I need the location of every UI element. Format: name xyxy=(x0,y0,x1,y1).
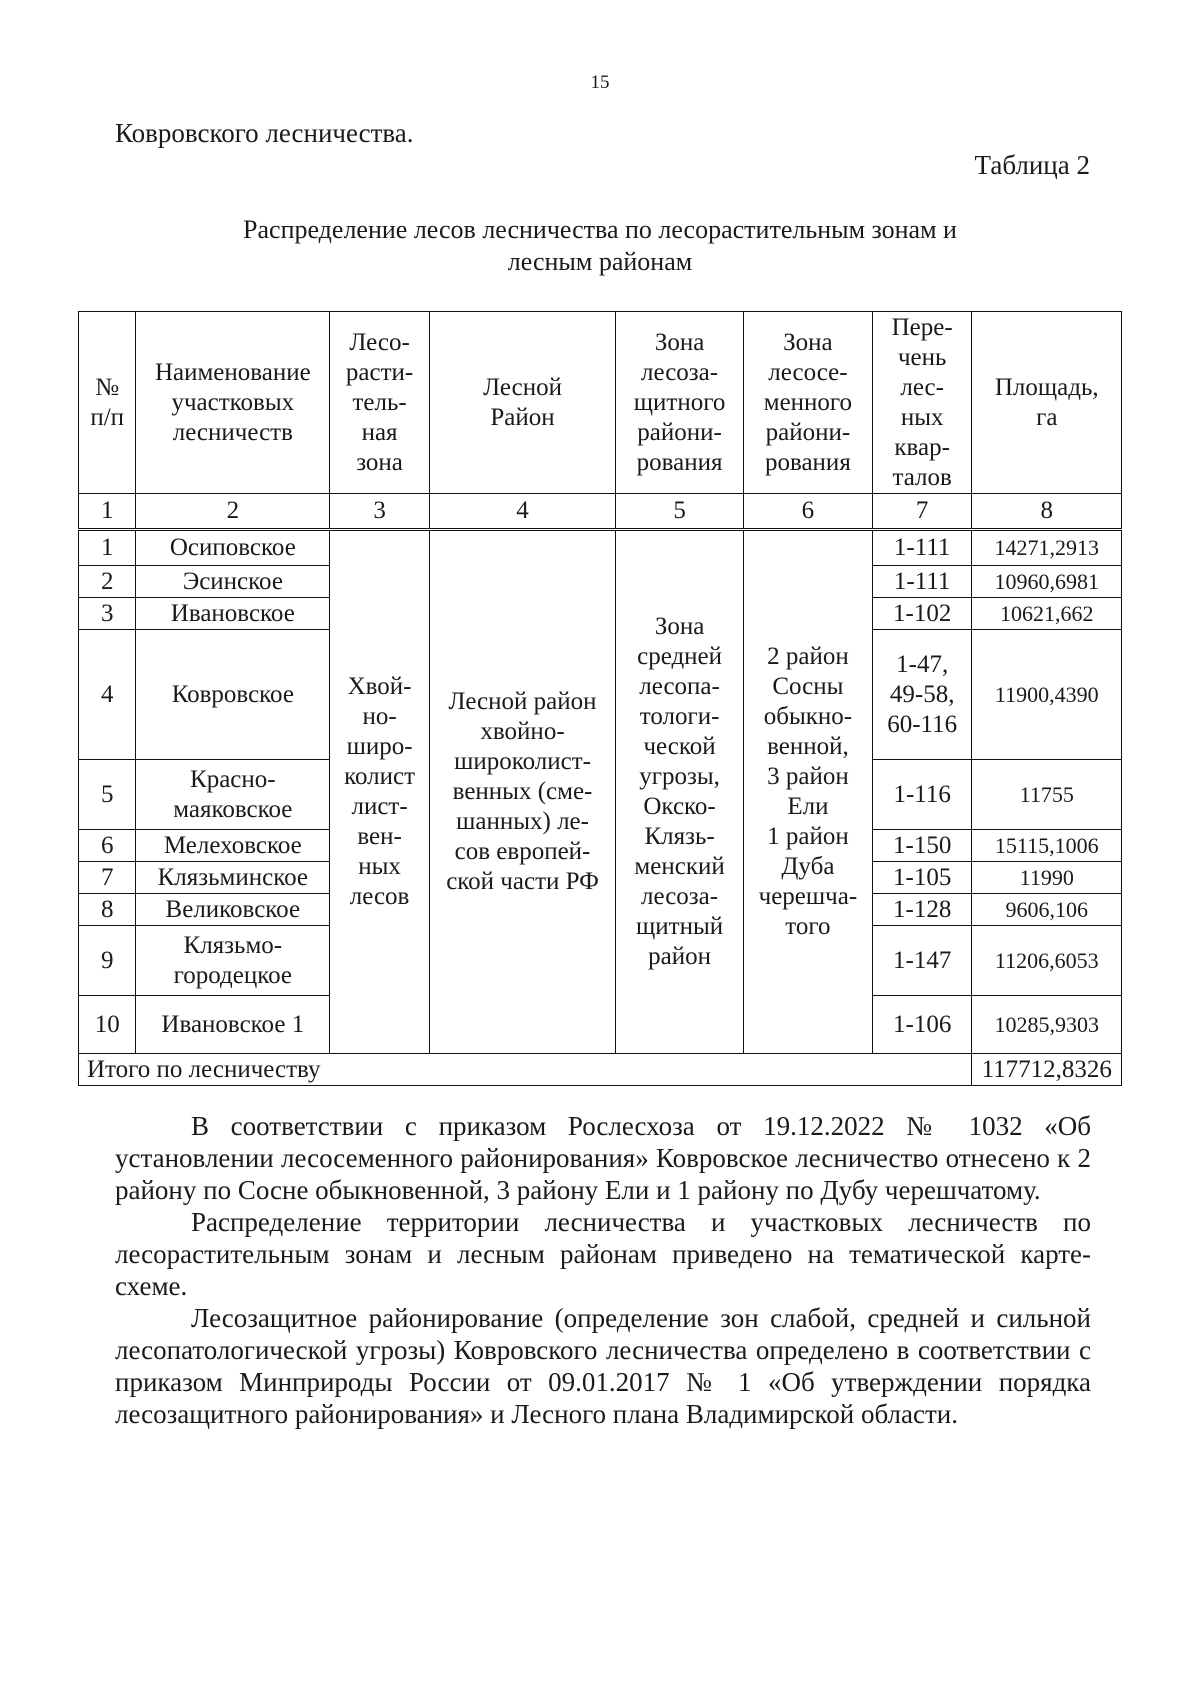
quarters: 1-147 xyxy=(872,926,972,996)
forestry-name: Красно- маяковское xyxy=(136,760,330,830)
table-title-line-1: Распределение лесов лесничества по лесорастительным зонам и xyxy=(243,215,957,244)
header-cell: Пере- чень лес- ных квар- талов xyxy=(872,312,972,494)
forestry-name: Ивановское 1 xyxy=(136,996,330,1054)
forestry-name: Клязьмо- городецкое xyxy=(136,926,330,996)
quarters: 1-128 xyxy=(872,894,972,926)
quarters: 1-111 xyxy=(872,566,972,598)
table-row xyxy=(79,530,1122,566)
header-cell: № п/п xyxy=(79,312,136,494)
lead-line: Ковровского лесничества. xyxy=(115,118,414,148)
forest-district: Лесной район хвойно- широколист- венных (сме- шанных) ле- сов европей- ской части РФ xyxy=(429,530,615,1054)
header-cell: Наименование участковых лесничеств xyxy=(136,312,330,494)
quarters: 1-116 xyxy=(872,760,972,830)
paragraph: Лесозащитное районирование (определение зон слабой, средней и сильной лесопатологической угрозы) Ковровского лесничества определено в соответствии с приказом Минприроды России от 09.01.2017 № 1 «Об утверждении порядка лесозащитного районирования» и Лесного плана Владимирской области. xyxy=(115,1303,1091,1429)
page-number: 15 xyxy=(590,72,610,93)
header-row xyxy=(79,312,1122,494)
row-number: 9 xyxy=(79,926,136,996)
body-text xyxy=(115,1110,1091,1430)
area: 11900,4390 xyxy=(972,630,1122,760)
forest-growing-zone: Хвой- но- широ- колист лист- вен- ных лесов xyxy=(330,530,430,1054)
header-cell: Площадь, га xyxy=(972,312,1122,494)
quarters: 1-47, 49-58, 60-116 xyxy=(872,630,972,760)
forestry-name: Клязьминское xyxy=(136,862,330,894)
row-number: 2 xyxy=(79,566,136,598)
total-label: Итого по лесничеству xyxy=(79,1054,972,1086)
quarters: 1-102 xyxy=(872,598,972,630)
column-number-row xyxy=(79,494,1122,530)
row-number: 5 xyxy=(79,760,136,830)
area: 9606,106 xyxy=(972,894,1122,926)
column-number: 2 xyxy=(136,494,330,530)
quarters: 1-106 xyxy=(872,996,972,1054)
area: 10285,9303 xyxy=(972,996,1122,1054)
area: 11990 xyxy=(972,862,1122,894)
paragraph: Распределение территории лесничества и участковых лесничеств по лесорастительным зонам и лесным районам приведено на тематической карте-схеме. xyxy=(115,1207,1091,1301)
column-number: 6 xyxy=(743,494,872,530)
row-number: 10 xyxy=(79,996,136,1054)
table-title-line-2: лесным районам xyxy=(507,247,693,276)
table-label: Таблица 2 xyxy=(974,150,1090,180)
quarters: 1-111 xyxy=(872,530,972,566)
area: 15115,1006 xyxy=(972,830,1122,862)
forestry-name: Эсинское xyxy=(136,566,330,598)
forestry-name: Великовское xyxy=(136,894,330,926)
row-number: 7 xyxy=(79,862,136,894)
header-cell: Лесной Район xyxy=(429,312,615,494)
row-number: 1 xyxy=(79,530,136,566)
area: 10621,662 xyxy=(972,598,1122,630)
quarters: 1-105 xyxy=(872,862,972,894)
column-number: 8 xyxy=(972,494,1122,530)
header-cell: Зона лесосе- менного райони- рования xyxy=(743,312,872,494)
row-number: 8 xyxy=(79,894,136,926)
area: 11206,6053 xyxy=(972,926,1122,996)
header-cell: Зона лесоза- щитного райони- рования xyxy=(616,312,744,494)
forestry-name: Ковровское xyxy=(136,630,330,760)
forestry-name: Осиповское xyxy=(136,530,330,566)
area: 11755 xyxy=(972,760,1122,830)
row-number: 3 xyxy=(79,598,136,630)
total-row xyxy=(79,1054,1122,1086)
forest-protection-zone: Зона средней лесопа- тологи- ческой угрозы, Окско- Клязь- менский лесоза- щитный район xyxy=(616,530,744,1054)
forestry-name: Мелеховское xyxy=(136,830,330,862)
forest-distribution-table xyxy=(78,311,1122,1086)
column-number: 3 xyxy=(330,494,430,530)
area: 10960,6981 xyxy=(972,566,1122,598)
column-number: 5 xyxy=(616,494,744,530)
table-title xyxy=(0,214,1200,278)
row-number: 4 xyxy=(79,630,136,760)
header-cell: Лесо- расти- тель- ная зона xyxy=(330,312,430,494)
quarters: 1-150 xyxy=(872,830,972,862)
row-number: 6 xyxy=(79,830,136,862)
column-number: 4 xyxy=(429,494,615,530)
seed-zone: 2 район Сосны обыкно- венной, 3 район Ели 1 район Дуба черешча- того xyxy=(743,530,872,1054)
column-number: 7 xyxy=(872,494,972,530)
area: 14271,2913 xyxy=(972,530,1122,566)
total-area: 117712,8326 xyxy=(972,1054,1122,1086)
forestry-name: Ивановское xyxy=(136,598,330,630)
column-number: 1 xyxy=(79,494,136,530)
paragraph: В соответствии с приказом Рослесхоза от 19.12.2022 № 1032 «Об установлении лесосеменного районирования» Ковровское лесничество отнесено к 2 району по Сосне обыкновенной, 3 району Ели и 1 району по Дубу черешчатому. xyxy=(115,1111,1091,1205)
